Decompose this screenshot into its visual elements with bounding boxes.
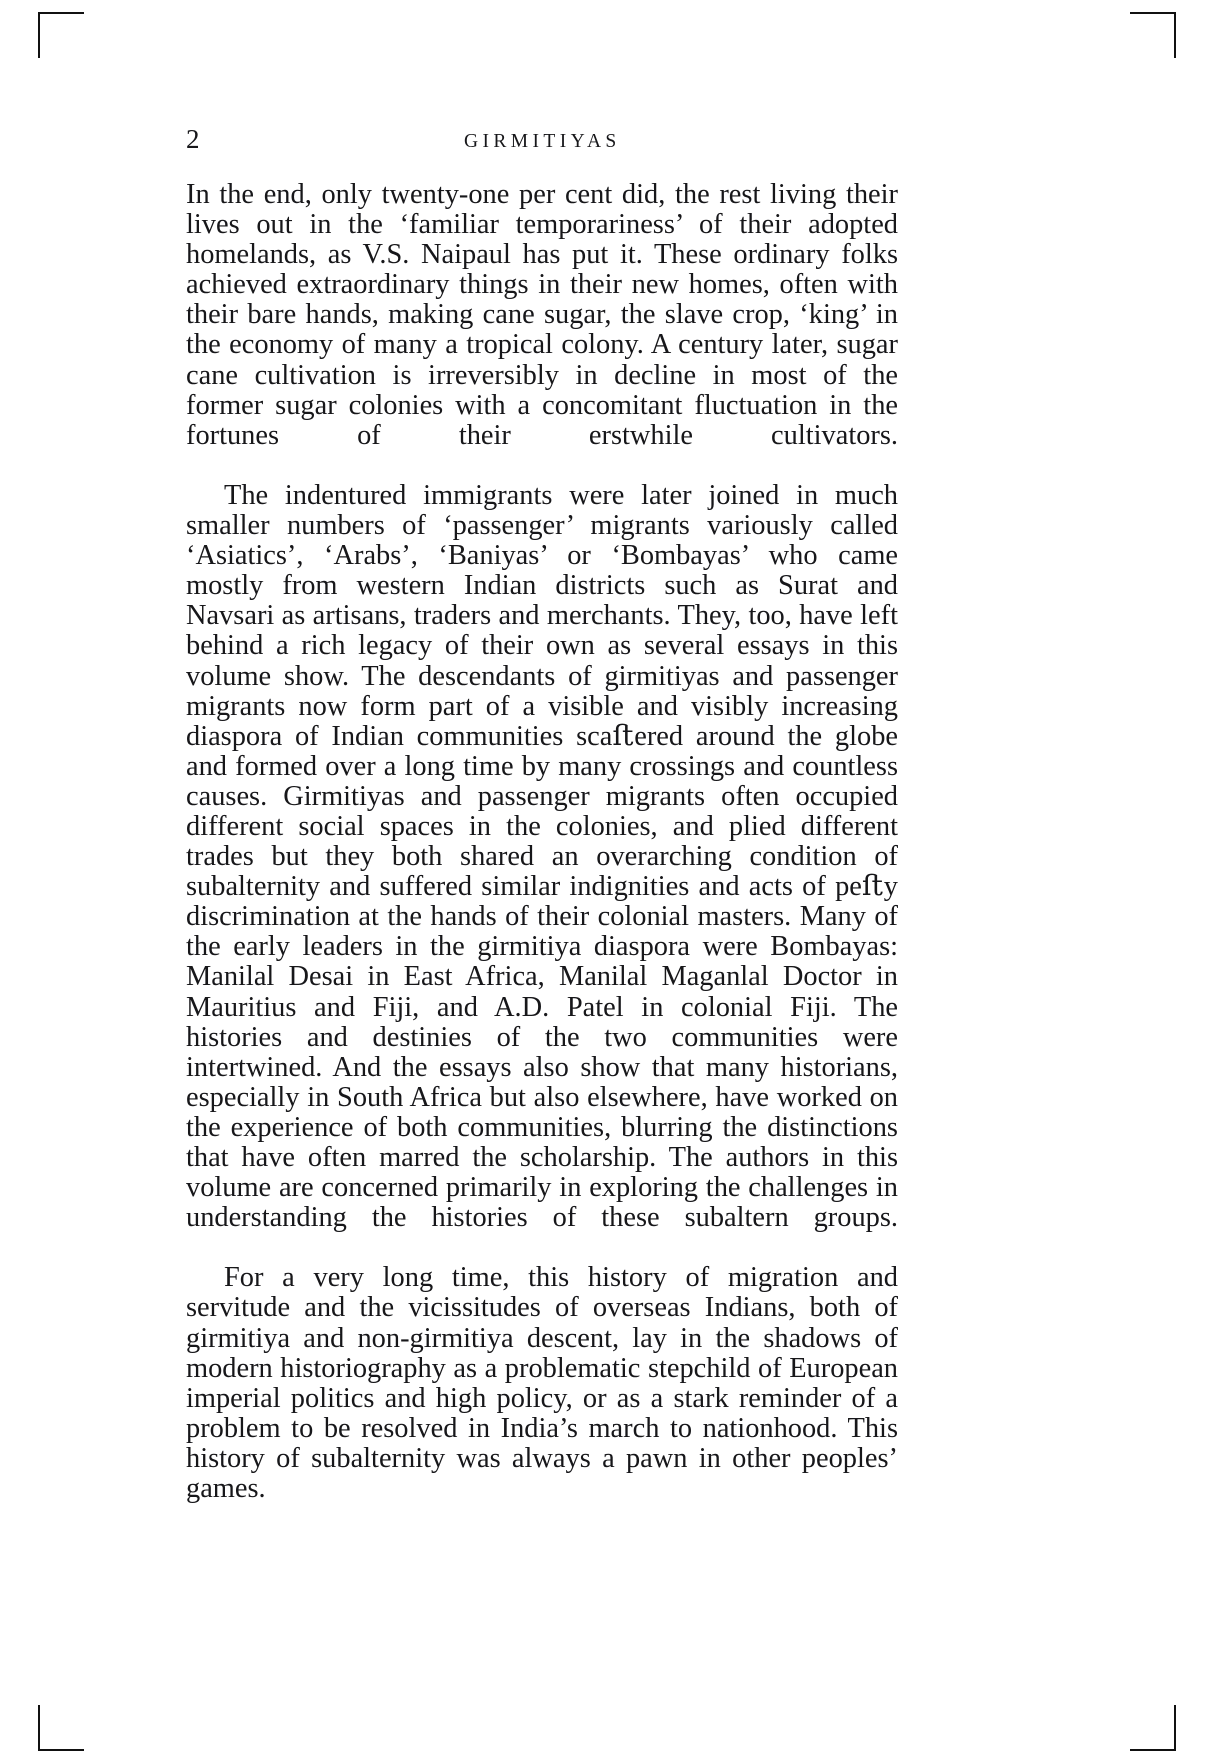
page-number: 2 — [186, 124, 200, 154]
crop-mark-top-left — [38, 12, 84, 58]
crop-mark-top-right — [1130, 12, 1176, 58]
crop-mark-bottom-left — [38, 1705, 84, 1751]
body-text — [186, 180, 898, 1534]
paragraph-1: In the end, only twenty-one per cent did, the rest living their lives out in the ‘familiar temporariness’ of their adopted homelands, as V.S. Naipaul has put it. These ordinary folks achieved extraordinary things in their new homes, often with their bare hands, making cane sugar, the slave crop, ‘king’ in the economy of many a tropical colony. A century later, sugar cane cultivation is irreversibly in decline in most of the former sugar colonies with a concomitant fluctuation in the fortunes of their erstwhile cultivators. — [186, 179, 898, 451]
running-head — [186, 118, 898, 164]
paragraph-3: For a very long time, this history of migration and servitude and the vicissitudes of overseas Indians, both of girmitiya and non-girmitiya descent, lay in the shadows of modern historiography as a problematic stepchild of European imperial politics and high policy, or as a stark reminder of a problem to be resolved in India’s march to nationhood. This history of subalternity was always a pawn in other peoples’ games. — [186, 1262, 898, 1505]
crop-mark-bottom-right — [1130, 1705, 1176, 1751]
running-head-title: GIRMITIYAS — [464, 131, 621, 152]
paragraph-2: The indentured immigrants were later joined in much smaller numbers of ‘passenger’ migrants variously called ‘Asiatics’, ‘Arabs’, ‘Baniyas’ or ‘Bombayas’ who came mostly from western Indian districts such as Surat and Navsari as artisans, traders and merchants. They, too, have left behind a rich legacy of their own as several essays in this volume show. The descendants of girmitiyas and passenger migrants now form part of a visible and visibly increasing diaspora of Indian communities scaﬅered around the globe and formed over a long time by many crossings and countless causes. Girmitiyas and passenger migrants often occupied different social spaces in the colonies, and plied different trades but they both shared an overarching condition of subalternity and suffered similar indignities and acts of peﬅy discrimination at the hands of their colonial masters. Many of the early leaders in the girmitiya diaspora were Bombayas: Manilal Desai in East Africa, Manilal Maganlal Doctor in Mauritius and Fiji, and A.D. Patel in colonial Fiji. The histories and destinies of the two communities were intertwined. And the essays also show that many historians, especially in South Africa but also elsewhere, have worked on the experience of both communities, blurring the distinctions that have often marred the scholarship. The authors in this volume are concerned primarily in exploring the challenges in understanding the histories of these subaltern groups. — [186, 479, 898, 1234]
text-block — [186, 118, 898, 1534]
